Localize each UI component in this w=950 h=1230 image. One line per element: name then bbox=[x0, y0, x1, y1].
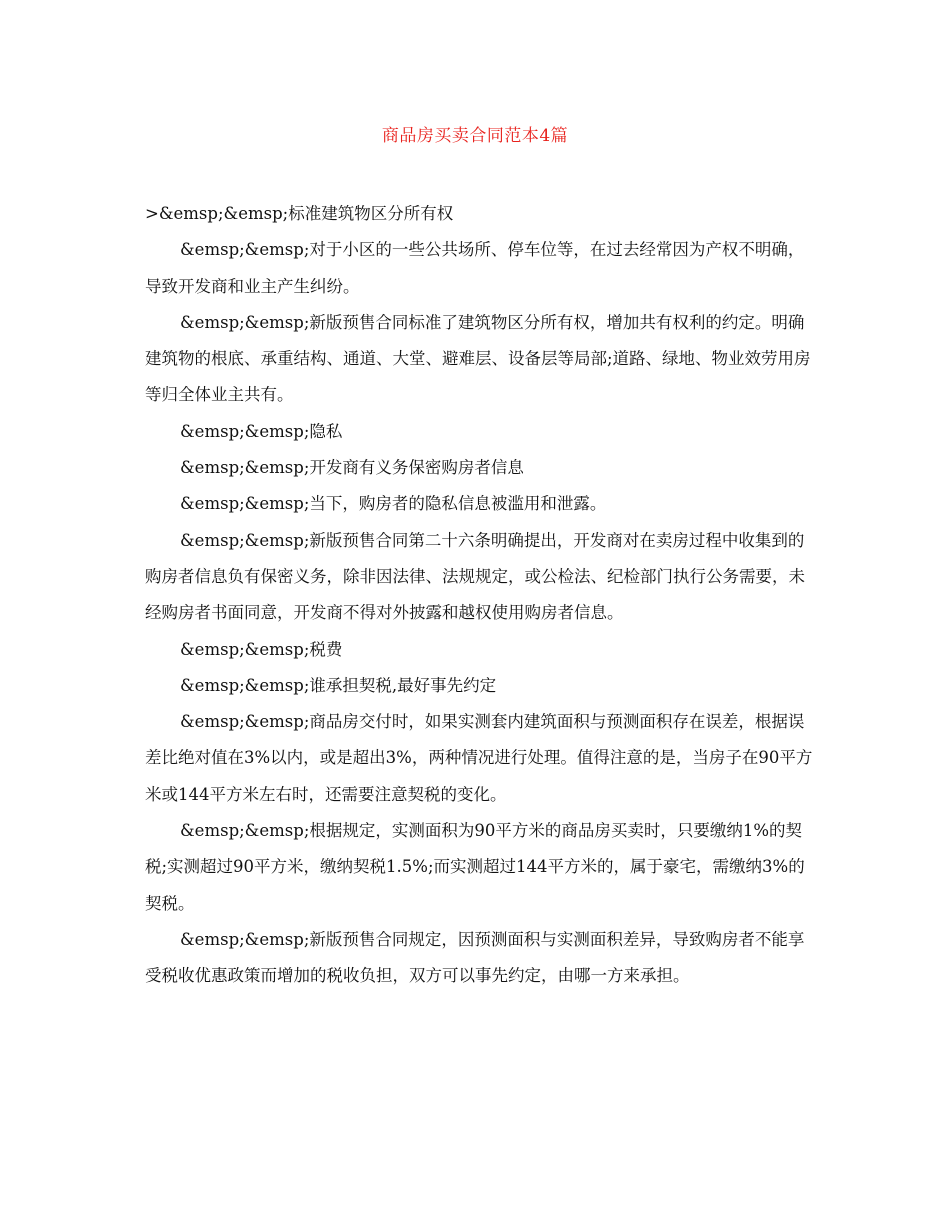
document-body bbox=[145, 196, 813, 995]
paragraph: &emsp;&emsp;商品房交付时，如果实测套内建筑面积与预测面积存在误差，根据误差比绝对值在3%以内，或是超出3%，两种情况进行处理。值得注意的是，当房子在90平方米或144平方米左右时，还需要注意契税的变化。 bbox=[145, 712, 813, 804]
paragraph: &emsp;&emsp;新版预售合同标准了建筑物区分所有权，增加共有权利的约定。明确建筑物的根底、承重结构、通道、大堂、避难层、设备层等局部;道路、绿地、物业效劳用房等归全体业主共有。 bbox=[145, 312, 811, 405]
paragraph: &emsp;&emsp;新版预售合同第二十六条明确提出，开发商对在卖房过程中收集到的购房者信息负有保密义务，除非因法律、法规规定，或公检法、纪检部门执行公务需要，未经购房者书面同意，开发商不得对外披露和越权使用购房者信息。 bbox=[145, 530, 805, 623]
document-title: 商品房买卖合同范本4篇 bbox=[381, 126, 569, 146]
paragraph: &emsp;&emsp;税费 bbox=[180, 639, 343, 659]
paragraph: >&emsp;&emsp;标准建筑物区分所有权 bbox=[145, 204, 454, 223]
paragraph: &emsp;&emsp;当下，购房者的隐私信息被滥用和泄露。 bbox=[180, 494, 607, 514]
paragraph: &emsp;&emsp;开发商有义务保密购房者信息 bbox=[180, 458, 524, 478]
paragraph: &emsp;&emsp;隐私 bbox=[180, 421, 343, 441]
paragraph: &emsp;&emsp;谁承担契税,最好事先约定 bbox=[180, 675, 497, 695]
paragraph: &emsp;&emsp;根据规定，实测面积为90平方米的商品房买卖时，只要缴纳1%的契税;实测超过90平方米，缴纳契税1.5%;而实测超过144平方米的，属于豪宅，需缴纳3%的契税。 bbox=[145, 821, 805, 913]
paragraph: &emsp;&emsp;新版预售合同规定，因预测面积与实测面积差异，导致购房者不能享受税收优惠政策而增加的税收负担，双方可以事先约定，由哪一方来承担。 bbox=[145, 929, 805, 986]
paragraph: &emsp;&emsp;对于小区的一些公共场所、停车位等，在过去经常因为产权不明确，导致开发商和业主产生纠纷。 bbox=[145, 240, 805, 296]
